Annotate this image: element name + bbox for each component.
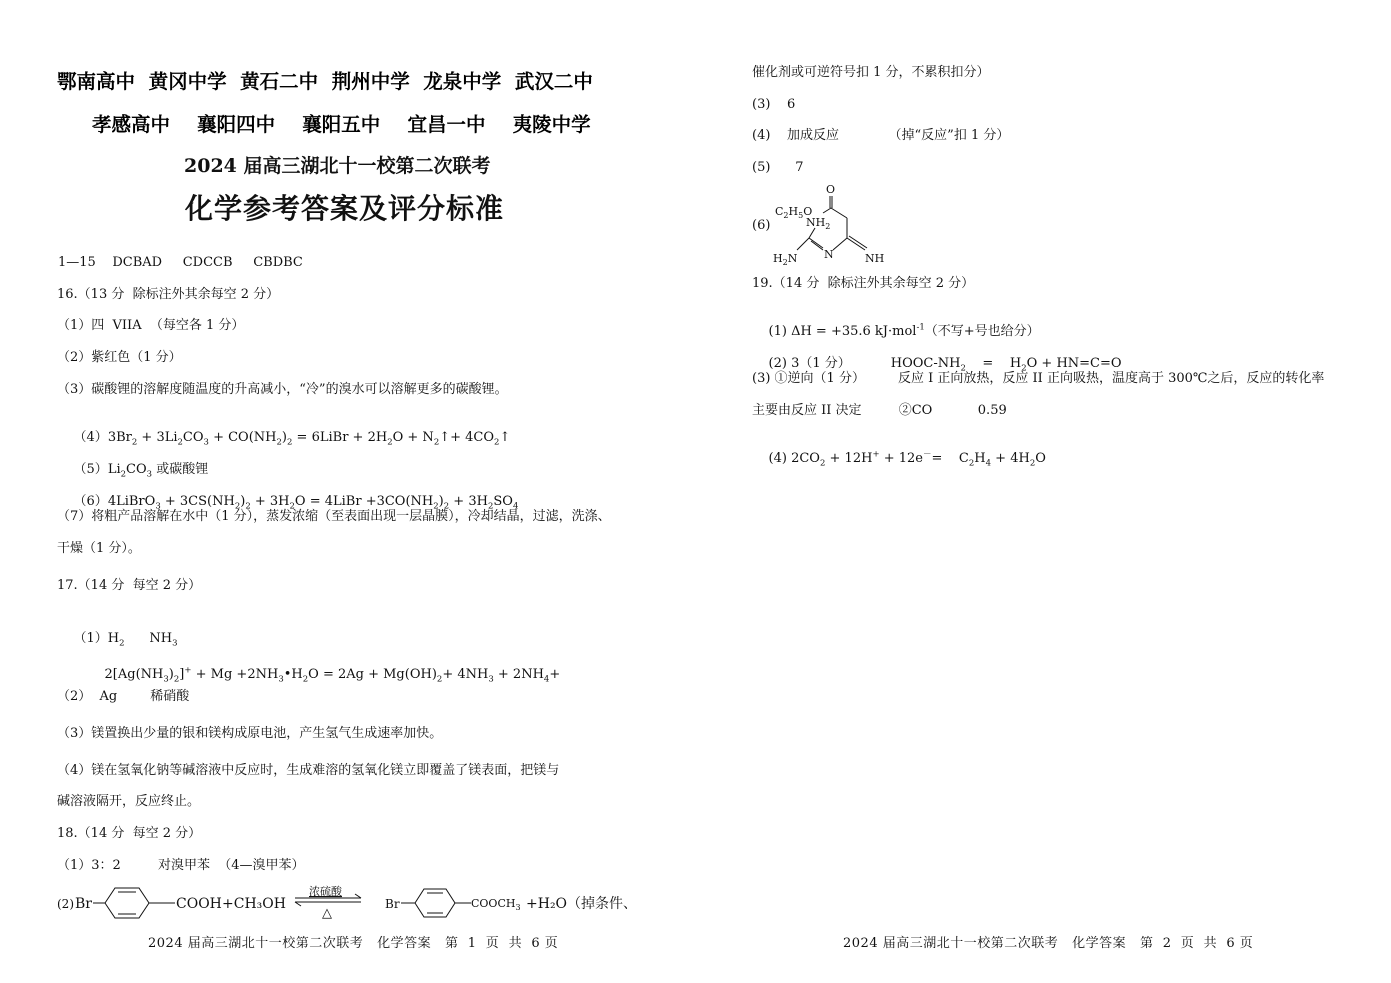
q18-part4: (4) 加成反应 （掉“反应”扣 1 分） [752,128,1010,143]
formula-text: CO [126,462,147,477]
subscript: 3 [278,674,284,685]
superscript: -1 [916,322,925,333]
catalyst-label: 浓硫酸 [309,885,342,898]
formula-text: CO [182,430,204,445]
q17-part4-line1: （4）镁在氢氧化钠等碱溶液中反应时，生成难溶的氢氧化镁立即覆盖了镁表面，把镁与 [57,763,560,778]
subscript: 2 [289,501,295,512]
subscript: 2 [433,501,439,512]
q19-part2-label: (2) 3（1 分） [768,356,851,371]
q16-heading: 16.（13 分 除标注外其余每空 2 分） [57,287,280,302]
q19-part4 [752,435,1046,483]
subscript: 2 [968,458,975,469]
q19-part2-equation [890,356,1122,374]
subscript: 2 [245,501,251,512]
subscript: 2 [819,458,826,469]
q16-part4-label: （4） [73,430,108,445]
formula-text: + 12e [879,451,923,466]
formula-text: ) [281,430,287,445]
formula-text: + [549,667,561,682]
formula-text: = H [965,356,1022,371]
product-ester-group: $COOCH_3$ [471,897,521,912]
subscript: 4 [543,674,550,685]
subscript: 2 [234,501,241,512]
q17-part3: （3）镁置换出少量的银和镁构成原电池，产生氢气生成速率加快。 [57,726,443,741]
subscript: 3 [172,638,178,649]
formula-text: O + N [392,430,434,445]
formula-text: + CO(NH [208,430,277,445]
formula-text: + 2NH [493,667,544,682]
subscript: 2 [436,674,443,685]
formula-text: + Mg +2NH [191,667,279,682]
subscript: 2 [287,437,293,448]
subscript: 2 [302,674,309,685]
formula-text: 4LiBrO [107,494,156,509]
multiple-choice-answers: 1—15 DCBAD CDCCB CBDBC [58,255,303,270]
formula-text: = C [931,451,969,466]
q16-part5-label: （5） [73,462,108,477]
subscript: 2 [960,363,966,374]
benzene-ring-product [415,889,455,917]
formula-text: + 3CS(NH [160,494,235,509]
subscript: 2 [119,638,125,649]
formula-text: + 3Li [137,430,178,445]
subscript: 4 [512,501,519,512]
page-2-footer: 2024 届高三湖北十一校第二次联考 化学答案 第 2 页 共 6 页 [843,936,1254,951]
q18-part5: (5) 7 [752,160,804,175]
ethoxy-group: $C_2H_5O$ [775,205,813,220]
q16-part7-line1: （7）将粗产品溶解在水中（1 分），蒸发浓缩（至表面出现一层晶膜），冷却结晶，过滤，洗涤、 [57,509,611,524]
q19-part3-line1: (3) ①逆向（1 分） 反应 I 正向放热，反应 II 正向吸热，温度高于 300℃之后，反应的转化率 [752,371,1325,386]
q19-part1-label: (1) ΔH = +35.6 kJ·mol [768,324,917,339]
q16-part1: （1）四 VIIA （每空各 1 分） [57,318,245,333]
q16-part7-line2: 干燥（1 分）。 [57,541,141,556]
q16-part2: （2）紫红色（1 分） [57,350,182,365]
q17-part4-line2: 碱溶液隔开，反应终止。 [57,794,201,809]
q16-part5-text: 或碳酸锂 [152,462,209,477]
q17-part1-label: （1）H [73,631,120,646]
subscript: 2 [120,469,127,480]
formula-text: + 4H [991,451,1030,466]
imino-group: NH [865,252,885,265]
formula-text: O = 2Ag + Mg(OH) [308,667,437,682]
q19-part1-note: （不写+号也给分） [924,324,1040,339]
formula-text: ] [179,667,185,682]
q17-equation-text [104,665,561,685]
benzene-ring-reactant [105,888,149,918]
ring-amino-group: $NH_2$ [806,216,831,231]
subscript: 2 [433,437,440,448]
q16-part6-label: （6） [73,494,108,509]
subscript: 2 [177,437,183,448]
q17-part2: （2） Ag 稀硝酸 [57,689,190,704]
formula-text: ) [240,494,246,509]
subscript: 2 [173,674,180,685]
q18-part6-structure [773,180,913,268]
page-2 [695,0,1391,983]
bond-line [831,208,847,218]
formula-text: ) [438,494,444,509]
subscript: 2 [1021,363,1027,374]
carbonyl-oxygen: O [826,183,836,196]
superscript: － [922,449,932,460]
superscript: + [184,665,192,676]
reactant-methanol: +CH₃OH [222,896,286,912]
formula-text: (4) 2CO [768,451,820,466]
bond-line [797,238,809,250]
subscript: 3 [203,437,209,448]
product-water-and-note: +H₂O（掉条件、 [526,896,638,912]
formula-text: + 12H [825,451,873,466]
reactant-bromine: Br [75,896,92,912]
formula-text: Li [107,462,121,477]
formula-text: + 3H [250,494,290,509]
q16-part4-equation [107,430,511,448]
q16-part3: （3）碳酸锂的溶解度随温度的升高减小，“冷”的溴水可以溶解更多的碳酸锂。 [57,382,508,397]
exam-title: 2024 届高三湖北十一校第二次联考 [184,155,491,177]
formula-text: 3Br [107,430,132,445]
subscript: 2 [487,501,494,512]
q18-part6-label: (6) [752,218,771,233]
formula-text: = 6LiBr + 2H [292,430,388,445]
ring-nitrogen: N [824,248,834,261]
formula-text: + 3H [449,494,488,509]
q16-part6-equation [107,494,519,512]
formula-text: ) [168,667,174,682]
subscript: 2 [1029,458,1036,469]
formula-text: ↑+ 4CO [439,430,495,445]
q17-heading: 17.（14 分 每空 2 分） [57,578,202,593]
q18-part2-reaction [55,884,695,924]
q18-heading: 18.（14 分 每空 2 分） [57,826,202,841]
q18-part2-label: (2) [57,897,74,911]
subscript: 3 [146,469,153,480]
bond-line [811,241,823,250]
page-1-footer: 2024 届高三湖北十一校第二次联考 化学答案 第 1 页 共 6 页 [148,936,559,951]
subscript: 2 [276,437,282,448]
school-list-line-2: 孝感高中 襄阳四中 襄阳五中 宜昌一中 夷陵中学 [92,113,591,136]
reversible-arrow [295,884,361,921]
amino-group: $H_2N$ [773,252,798,267]
formula-text: SO [493,494,513,509]
q18-part3: (3) 6 [752,97,796,112]
subscript: 3 [155,501,161,512]
formula-text: H [974,451,986,466]
formula-text: •H [283,667,303,682]
bond-line [809,238,823,248]
formula-text: HOOC-NH [890,356,961,371]
heat-symbol: △ [322,906,332,921]
q19-heading: 19.（14 分 除标注外其余每空 2 分） [752,276,975,291]
subscript: 2 [494,437,500,448]
subscript: 2 [387,437,393,448]
subscript: 3 [163,674,169,685]
formula-text: NH [124,631,173,646]
formula-text: + 4NH [442,667,489,682]
school-list-line-1: 鄂南高中 黄冈中学 黄石二中 荆州中学 龙泉中学 武汉二中 [57,70,593,93]
bond-line [833,238,847,250]
q19-part4-equation [768,449,1046,469]
subscript: 2 [131,437,138,448]
formula-text: O [1035,451,1046,466]
reactant-carboxyl: COOH [176,896,222,912]
q18-part1: （1）3：2 对溴甲苯 （4—溴甲苯） [57,858,305,873]
formula-text: ↑ [499,430,511,445]
bond-line [847,238,865,250]
page-1 [0,0,695,983]
formula-text: 2[Ag(NH [104,667,164,682]
subscript: 4 [985,458,992,469]
subscript: 2 [443,501,450,512]
superscript: + [872,449,880,460]
formula-text: O + HN=C=O [1026,356,1122,371]
bond-line [849,236,867,248]
product-bromine: Br [385,897,400,911]
bond-line [809,228,815,238]
subscript: 3 [488,674,494,685]
bond-line [823,208,831,213]
q18-part2-continuation: 催化剂或可逆符号扣 1 分，不累积扣分） [752,65,990,80]
q19-part3-line2: 主要由反应 II 决定 ②CO 0.59 [752,403,1007,418]
formula-text: O = 4LiBr +3CO(NH [294,494,434,509]
document-title: 化学参考答案及评分标准 [185,192,505,225]
